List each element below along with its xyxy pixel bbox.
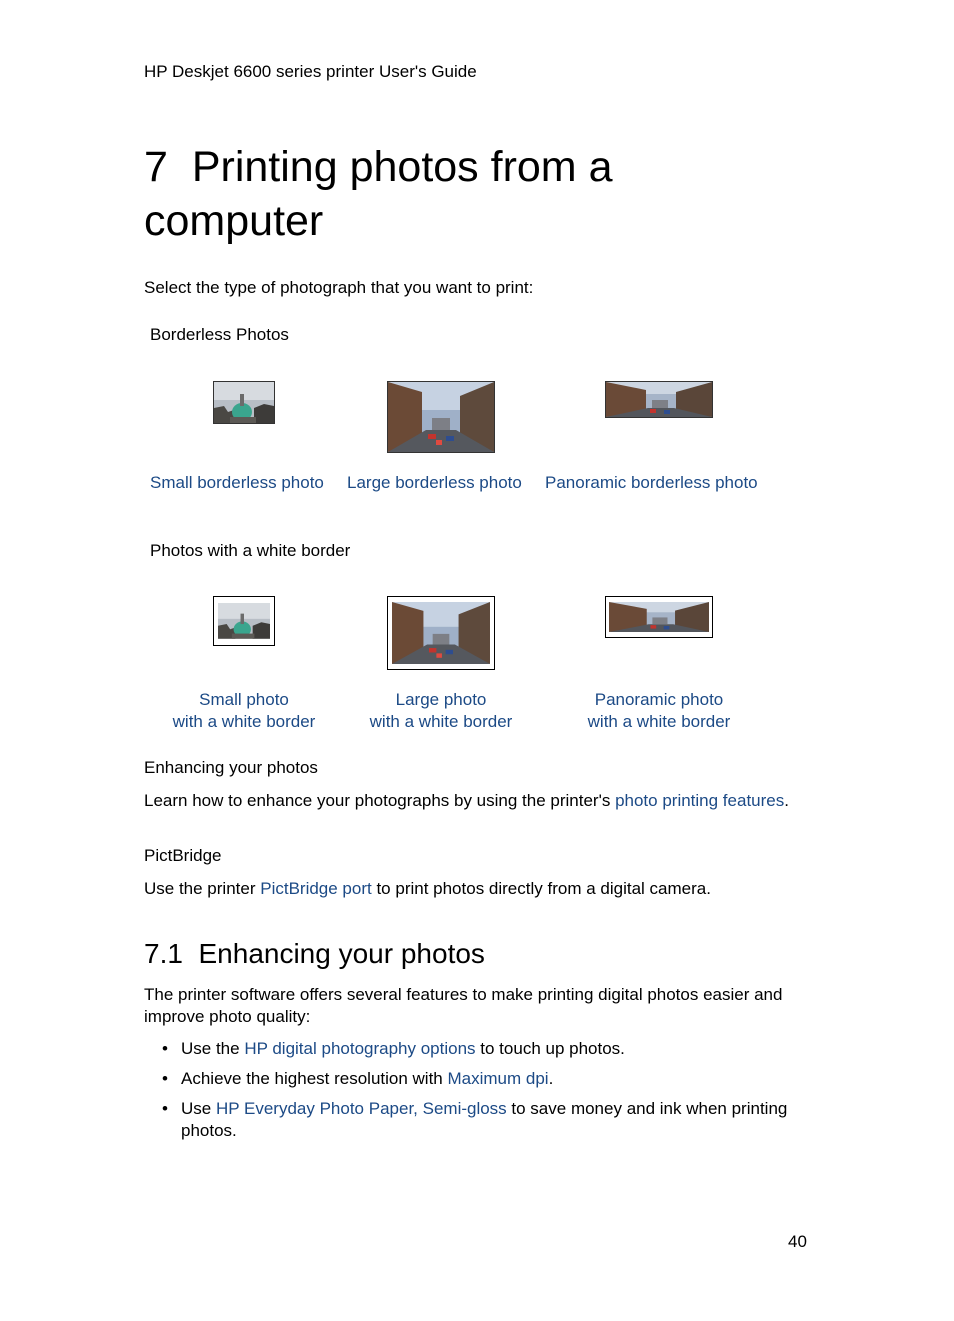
large-borderless-photo-image[interactable] <box>387 381 495 453</box>
section-number: 7.1 <box>144 938 183 969</box>
photo-printing-features-link[interactable]: photo printing features <box>615 791 785 810</box>
chapter-title <box>144 140 784 248</box>
small-borderless-photo-image[interactable] <box>213 381 275 424</box>
section-body: The printer software offers several features to make printing digital photos easier and improve photo quality: <box>144 985 783 1026</box>
feature-list <box>162 1038 802 1150</box>
running-header: HP Deskjet 6600 series printer User's Guide <box>144 62 477 81</box>
section-title-text: Enhancing your photos <box>198 938 485 969</box>
chapter-number: 7 <box>144 143 168 191</box>
small-white-border-photo-image[interactable] <box>213 596 275 646</box>
hp-digital-photography-options-link[interactable]: HP digital photography options <box>244 1039 476 1058</box>
large-white-border-photo-image[interactable] <box>387 596 495 670</box>
enhancing-paragraph: Learn how to enhance your photographs by using the printer's photo printing features. <box>144 791 789 810</box>
large-white-border-photo-link[interactable]: Large photo with a white border <box>369 690 513 731</box>
small-borderless-photo-link[interactable]: Small borderless photo <box>150 473 324 492</box>
borderless-label: Borderless Photos <box>150 325 289 344</box>
section-title <box>144 938 485 970</box>
white-border-label: Photos with a white border <box>150 541 351 560</box>
large-borderless-photo-link[interactable]: Large borderless photo <box>347 473 522 492</box>
panoramic-borderless-photo-link[interactable]: Panoramic borderless photo <box>545 473 758 492</box>
pictbridge-paragraph: Use the printer PictBridge port to print photos directly from a digital camera. <box>144 879 711 898</box>
enhancing-heading: Enhancing your photos <box>144 758 318 777</box>
panoramic-white-border-photo-image[interactable] <box>605 596 713 638</box>
maximum-dpi-link[interactable]: Maximum dpi <box>447 1069 549 1088</box>
list-item: • Use the HP digital photography options to touch up photos. <box>162 1038 802 1060</box>
panoramic-white-border-photo-link[interactable]: Panoramic photo with a white border <box>587 690 731 731</box>
list-item: • Use HP Everyday Photo Paper, Semi-gloss to save money and ink when printing photos. <box>162 1098 802 1142</box>
chapter-title-text: Printing photos from a computer <box>144 143 613 245</box>
pictbridge-heading: PictBridge <box>144 846 222 865</box>
list-item: • Achieve the highest resolution with Maximum dpi. <box>162 1068 802 1090</box>
panoramic-borderless-photo-image[interactable] <box>605 381 713 418</box>
pictbridge-port-link[interactable]: PictBridge port <box>260 879 372 898</box>
hp-everyday-photo-paper-link[interactable]: HP Everyday Photo Paper, Semi-gloss <box>215 1099 507 1118</box>
small-white-border-photo-link[interactable]: Small photo with a white border <box>172 690 316 731</box>
page-number: 40 <box>788 1232 807 1251</box>
intro-text: Select the type of photograph that you want to print: <box>144 278 534 297</box>
